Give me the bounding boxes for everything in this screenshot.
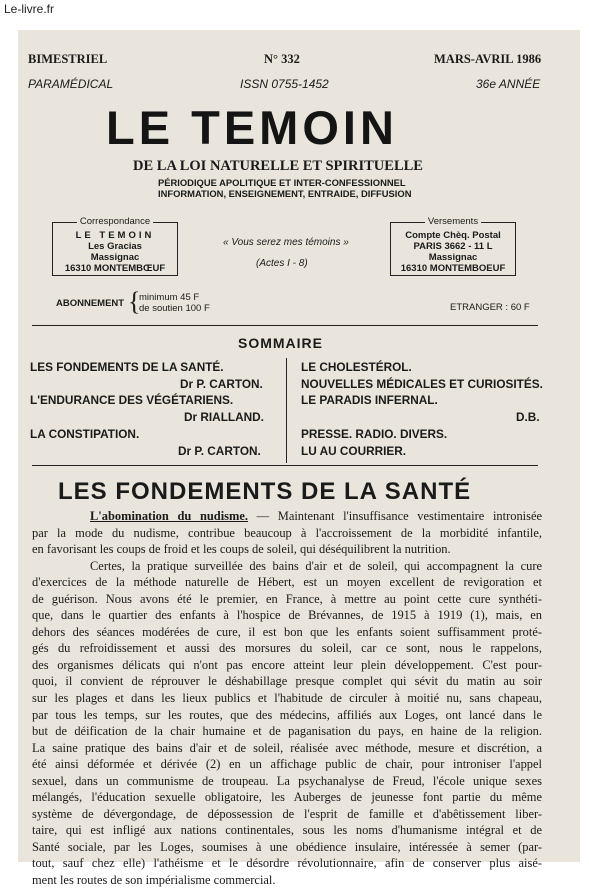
rule-top	[32, 325, 538, 326]
sommaire-item-1-author: Dr P. CARTON.	[180, 377, 263, 391]
abonnement-label: ABONNEMENT	[56, 298, 125, 309]
quote-text: « Vous serez mes témoins »	[223, 237, 349, 248]
sommaire-divider	[286, 358, 287, 463]
versements-line-2: PARIS 3662 - 11 L	[413, 241, 493, 252]
versements-box	[390, 216, 516, 276]
sommaire-right-6: LU AU COURRIER.	[301, 444, 407, 458]
article-p1-line: en favorisant les coups de froid et les coups de soleil, qui déséquilibrent la nutrition.	[32, 542, 451, 557]
article-p2-line: but de déification de la chair humaine et de paganisation du pays, en haine de la religion.	[32, 724, 542, 739]
article-p1-line: — Maintenant l'insuffisance vestimentaire intronisée	[248, 509, 543, 523]
article-p2-line: tout, sauf chez elle) l'athéisme et le désordre révolutionnaire, afin de conserver plus aisé-	[32, 856, 542, 871]
article-p2-line: Santé sociale, par les Loges, soumises à une obédience insulaire, intéressée à semer (par-	[32, 839, 542, 854]
correspondance-line-3: Massignac	[90, 252, 140, 263]
sommaire-item-2-author: Dr RIALLAND.	[184, 410, 264, 424]
masthead-subtitle: DE LA LOI NATURELLE ET SPIRITUELLE	[133, 158, 423, 174]
masthead-tagline-2: INFORMATION, ENSEIGNEMENT, ENTRAIDE, DIFFUSION	[158, 188, 412, 199]
issue-date: MARS-AVRIL 1986	[434, 52, 542, 66]
article-p2-line: d'exercices de la méthode naturelle de Hébert, est un moyen excellent de revigoration et	[32, 575, 542, 590]
article-p2-line: Certes, la pratique surveillée des bains d'air et de soleil, qui accompagnent la cure	[90, 558, 542, 573]
article-p2-line: été ainsi déformée et dérivée (2) en un affichage public de chair, pour introniser l'appel	[32, 757, 542, 772]
masthead-title: LE TEMOIN	[106, 101, 398, 154]
correspondance-line-1: LE TEMOIN	[75, 230, 155, 241]
abonnement-minimum: minimum 45 F	[139, 292, 200, 303]
sommaire-title: SOMMAIRE	[238, 335, 323, 351]
article-p2-line: ment les routes de son impérialisme commercial.	[32, 873, 276, 888]
article-p2-line: des organismes délicats qui n'ont pas encore atteint leur plein développement. C'est pour-	[32, 657, 542, 672]
quote-reference: (Actes I - 8)	[256, 258, 308, 269]
article-p2-line: taire, qui est infligé aux nations continentales, sous les noms d'humanisme intégral et de	[32, 823, 542, 838]
sommaire-item-3-author: Dr P. CARTON.	[178, 444, 261, 458]
article-p2-line: sexuel, dans un communisme de troupeau. La psychanalyse de Freud, l'école unique sexes	[32, 773, 542, 788]
sommaire-right-2: NOUVELLES MÉDICALES ET CURIOSITÉS.	[301, 377, 543, 391]
year-label: 36e ANNÉE	[476, 77, 541, 91]
versements-line-1: Compte Chèq. Postal	[405, 230, 501, 241]
article-lead: L'abomination du nudisme.	[90, 509, 248, 523]
correspondance-line-4: 16310 MONTEMBŒUF	[64, 263, 166, 274]
sommaire-right-5: PRESSE. RADIO. DIVERS.	[301, 427, 448, 441]
abonnement-soutien: de soutien 100 F	[139, 303, 210, 314]
sommaire-right-3: LE PARADIS INFERNAL.	[301, 393, 438, 407]
issue-number: N° 332	[264, 52, 300, 66]
article-p2-line: sur les plages et dans les lieux publics et l'habitude de circuler à moitié nu, sans chapeau,	[32, 691, 542, 706]
article-p2-line: dehors des séances modérées de cure, il est bon que les enfants soient suffisamment proté-	[32, 624, 542, 639]
article-p2-line: que, dans le quartier des enfants à l'hospice de Brévannes, de 1915 à 1919 (1), mais, en	[32, 608, 542, 623]
correspondance-label: Correspondance	[77, 216, 153, 227]
masthead-tagline-1: PÉRIODIQUE APOLITIQUE ET INTER-CONFESSIONNEL	[158, 177, 406, 188]
abonnement-brace: {	[128, 287, 141, 316]
sommaire-item-2-title: L'ENDURANCE DES VÉGÉTARIENS.	[30, 393, 234, 407]
article-p2-line: de guérison. Nous avons été le premier, en France, à mettre au point cette cure synthéti-	[32, 591, 542, 606]
abonnement-etranger: ETRANGER : 60 F	[450, 302, 530, 313]
article-p2-line: quoi, il convient de réprouver le déshabillage presque complet qui sévit du matin au soir	[32, 674, 542, 689]
versements-label: Versements	[425, 216, 481, 227]
article-paragraph-1	[32, 508, 542, 558]
article-p2-line: par tous les temps, sur les routes, que des médecins, affiliés aux Loges, ont lancé dans le	[32, 707, 542, 722]
article-p2-line: La saine pratique des bains d'air et de soleil, réalisée avec méthode, mesure et discrétion, a	[32, 740, 542, 755]
article-title: LES FONDEMENTS DE LA SANTÉ	[58, 478, 472, 505]
correspondance-line-2: Les Gracias	[88, 241, 142, 252]
article-p1-line: par la mode du nudisme, contribue beaucoup à l'accroissement de la morbidité infantile,	[32, 525, 542, 540]
article-paragraph-2	[32, 558, 542, 889]
versements-line-4: 16310 MONTEMBOEUF	[400, 263, 506, 274]
article-p2-line: mélangés, l'éducation sexuelle obligatoire, les Auberges de jeunesse font partie du même	[32, 790, 542, 805]
site-watermark: Le-livre.fr	[4, 2, 55, 16]
sommaire-item-1-title: LES FONDEMENTS DE LA SANTÉ.	[30, 360, 224, 374]
periodicity: BIMESTRIEL	[28, 52, 108, 66]
sommaire-right-4: D.B.	[516, 410, 540, 424]
article-p2-line: gés du refroidissement et aussi des morsures du soleil, car ce sont, nous le rappelons,	[32, 641, 542, 656]
rule-bottom	[32, 465, 538, 466]
correspondance-box	[52, 216, 178, 276]
issn: ISSN 0755-1452	[240, 77, 329, 91]
field-label: PARAMÉDICAL	[28, 77, 114, 91]
article-p2-line: système de dévergondage, de dépossession de l'esprit de famille et d'abêtissement liber-	[32, 806, 542, 821]
article-body	[32, 508, 542, 889]
sommaire-item-3-title: LA CONSTIPATION.	[30, 427, 140, 441]
versements-line-3: Massignac	[428, 252, 478, 263]
sommaire-right-1: LE CHOLESTÉROL.	[301, 360, 412, 374]
